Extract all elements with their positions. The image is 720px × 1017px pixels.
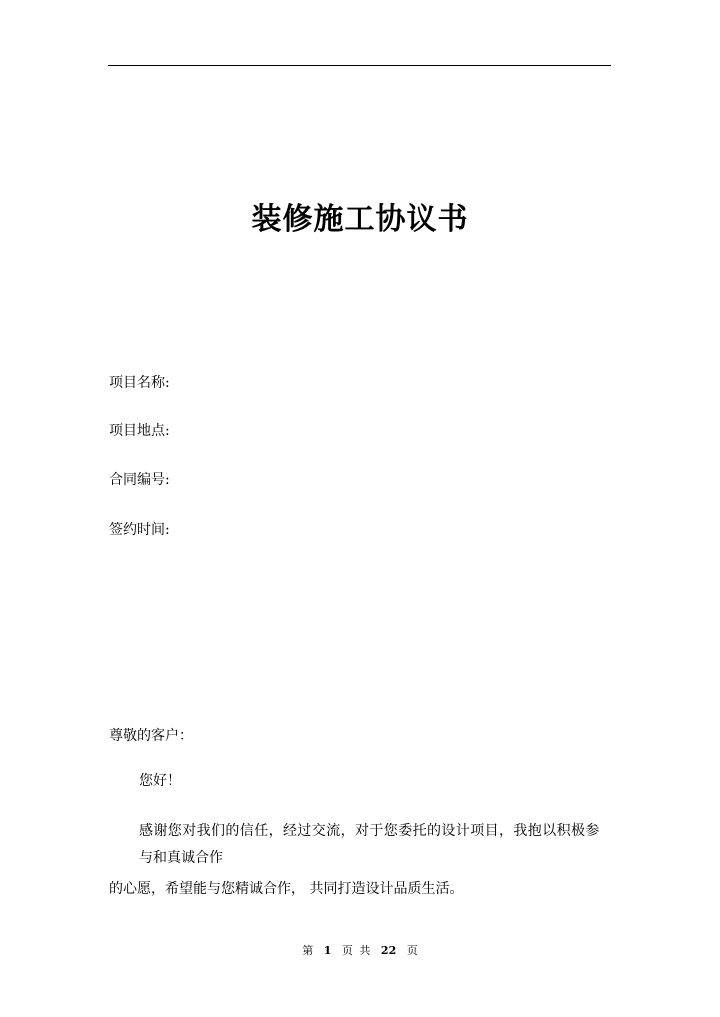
- footer-middle: 页 共: [341, 944, 371, 957]
- header-rule: [108, 65, 611, 66]
- document-title: 装修施工协议书: [251, 202, 469, 237]
- signing-time-label: 签约时间:: [109, 522, 170, 538]
- footer-prefix: 第: [302, 944, 314, 957]
- letter-body-line: 的心愿，希望能与您精诚合作， 共同打造设计品质生活。: [109, 881, 464, 897]
- project-location-label: 项目地点:: [109, 423, 170, 439]
- footer-suffix: 页: [406, 944, 418, 957]
- letter-salutation: 尊敬的客户：: [109, 728, 193, 744]
- letter-body-line: 感谢您对我们的信任，经过交流，对于您委托的设计项目，我抱以积极参: [139, 823, 600, 839]
- project-name-label: 项目名称:: [109, 375, 170, 391]
- footer-page-number: 1: [323, 944, 332, 957]
- footer-total-pages: 22: [380, 944, 397, 957]
- letter-body-line: 与和真诚合作: [139, 850, 223, 866]
- letter-greeting: 您好！: [139, 773, 181, 789]
- contract-number-label: 合同编号:: [109, 472, 170, 488]
- page-footer: [0, 943, 720, 959]
